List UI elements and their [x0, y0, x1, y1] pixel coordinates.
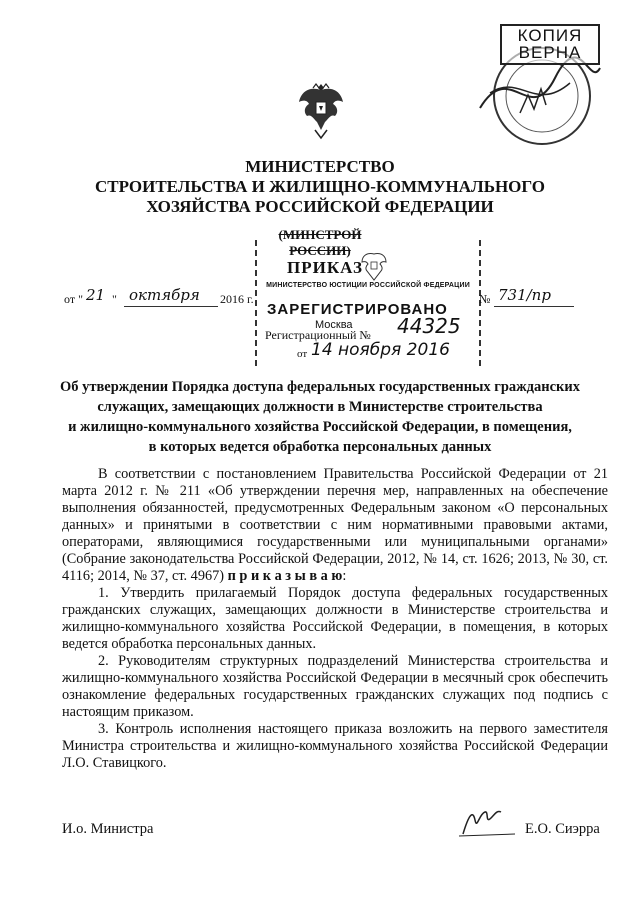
- order-verb: п р и к а з ы в а ю: [227, 568, 343, 584]
- order-number-underline: [494, 306, 574, 307]
- paragraph-item-1: 1. Утвердить прилагаемый Порядок доступа федеральных государственных гражданских служащих, замещающих должности в Министерстве строительства и жилищно-коммунального хозяйства Российской Федерации, в помещения, в которых ведется обработка персональных данных.: [62, 585, 608, 652]
- order-day: 21: [86, 286, 106, 304]
- order-year: 2016 г.: [220, 292, 254, 306]
- stamp-emblem-icon: [360, 250, 388, 286]
- order-month-underline: [124, 306, 218, 307]
- stamp-ministry-text: МИНИСТЕРСТВО ЮСТИЦИИ РОССИЙСКОЙ ФЕДЕРАЦИИ: [266, 282, 470, 289]
- copy-stamp-line2: ВЕРНА: [518, 43, 582, 62]
- preamble-colon: :: [342, 568, 347, 584]
- order-date-prefix: от ": [64, 292, 83, 306]
- ministry-line-2: СТРОИТЕЛЬСТВА И ЖИЛИЩНО-КОММУНАЛЬНОГО: [94, 177, 546, 196]
- paragraph-preamble: [62, 466, 608, 585]
- title-line-2: служащих, замещающих должности в Министерстве строительства: [97, 399, 543, 415]
- order-number: 731/пр: [498, 286, 551, 304]
- signatory-name: Е.О. Сиэрра: [525, 821, 600, 837]
- preamble-text: В соответствии с постановлением Правительства Российской Федерации от 21 марта 2012 г. № 211 «Об утверждении перечня мер, направленных на обеспечение выполнения обязанностей, предусмотренных Федеральным законом «О персональных данных» и принятыми в соответствии с ним нормативными правовыми актами, операторами, являющимися государственными или муниципальными органами» (Собрание законодательства Российской Федерации, 2012, № 14, ст. 1626; 2013, № 30, ст. 4116; 2014, № 37, ст. 4967): [62, 466, 608, 584]
- ministry-short-name: (МИНСТРОЙ РОССИИ): [278, 227, 362, 258]
- copy-certified-stamp: [460, 18, 605, 148]
- order-date-line: [64, 286, 584, 314]
- city-label: Москва: [315, 319, 353, 331]
- order-date-mid: ": [112, 292, 117, 306]
- reg-number-value: 44325: [397, 314, 461, 338]
- reg-date-value: 14 ноября 2016: [311, 340, 450, 360]
- ministry-line-1: МИНИСТЕРСТВО: [245, 157, 395, 176]
- reg-date-prefix: от: [297, 348, 308, 360]
- paragraph-item-3: 3. Контроль исполнения настоящего приказа возложить на первого заместителя Министра строительства и жилищно-коммунального хозяйства Российской Федерации Л.О. Ставицкого.: [62, 721, 608, 771]
- ministry-name: [0, 157, 640, 217]
- title-line-4: в которых ведется обработка персональных данных: [148, 439, 492, 455]
- reg-number-label: Регистрационный №: [265, 328, 371, 342]
- registered-label: ЗАРЕГИСТРИРОВАНО: [267, 301, 448, 318]
- copy-stamp-line1: КОПИЯ: [517, 26, 583, 45]
- title-line-3: и жилищно-коммунального хозяйства Российской Федерации, в помещения,: [68, 419, 572, 435]
- coat-of-arms-icon: [295, 78, 347, 140]
- order-month: октября: [129, 286, 200, 304]
- document-title: [40, 377, 600, 457]
- document-body: [62, 466, 608, 772]
- doc-type-label: ПРИКАЗ: [287, 258, 363, 277]
- signatory-position: И.о. Министра: [62, 821, 154, 837]
- ministry-line-3: ХОЗЯЙСТВА РОССИЙСКОЙ ФЕДЕРАЦИИ: [146, 197, 494, 216]
- copy-stamp-box: [500, 24, 600, 65]
- handwritten-signature-icon: [455, 804, 525, 840]
- title-line-1: Об утверждении Порядка доступа федеральных государственных гражданских: [59, 379, 581, 395]
- paragraph-item-2: 2. Руководителям структурных подразделений Министерства строительства и жилищно-коммунального хозяйства Российской Федерации в месячный срок обеспечить ознакомление федеральных государственных гражданских служащих под подпись с настоящим приказом.: [62, 653, 608, 720]
- order-number-sign: №: [479, 292, 491, 306]
